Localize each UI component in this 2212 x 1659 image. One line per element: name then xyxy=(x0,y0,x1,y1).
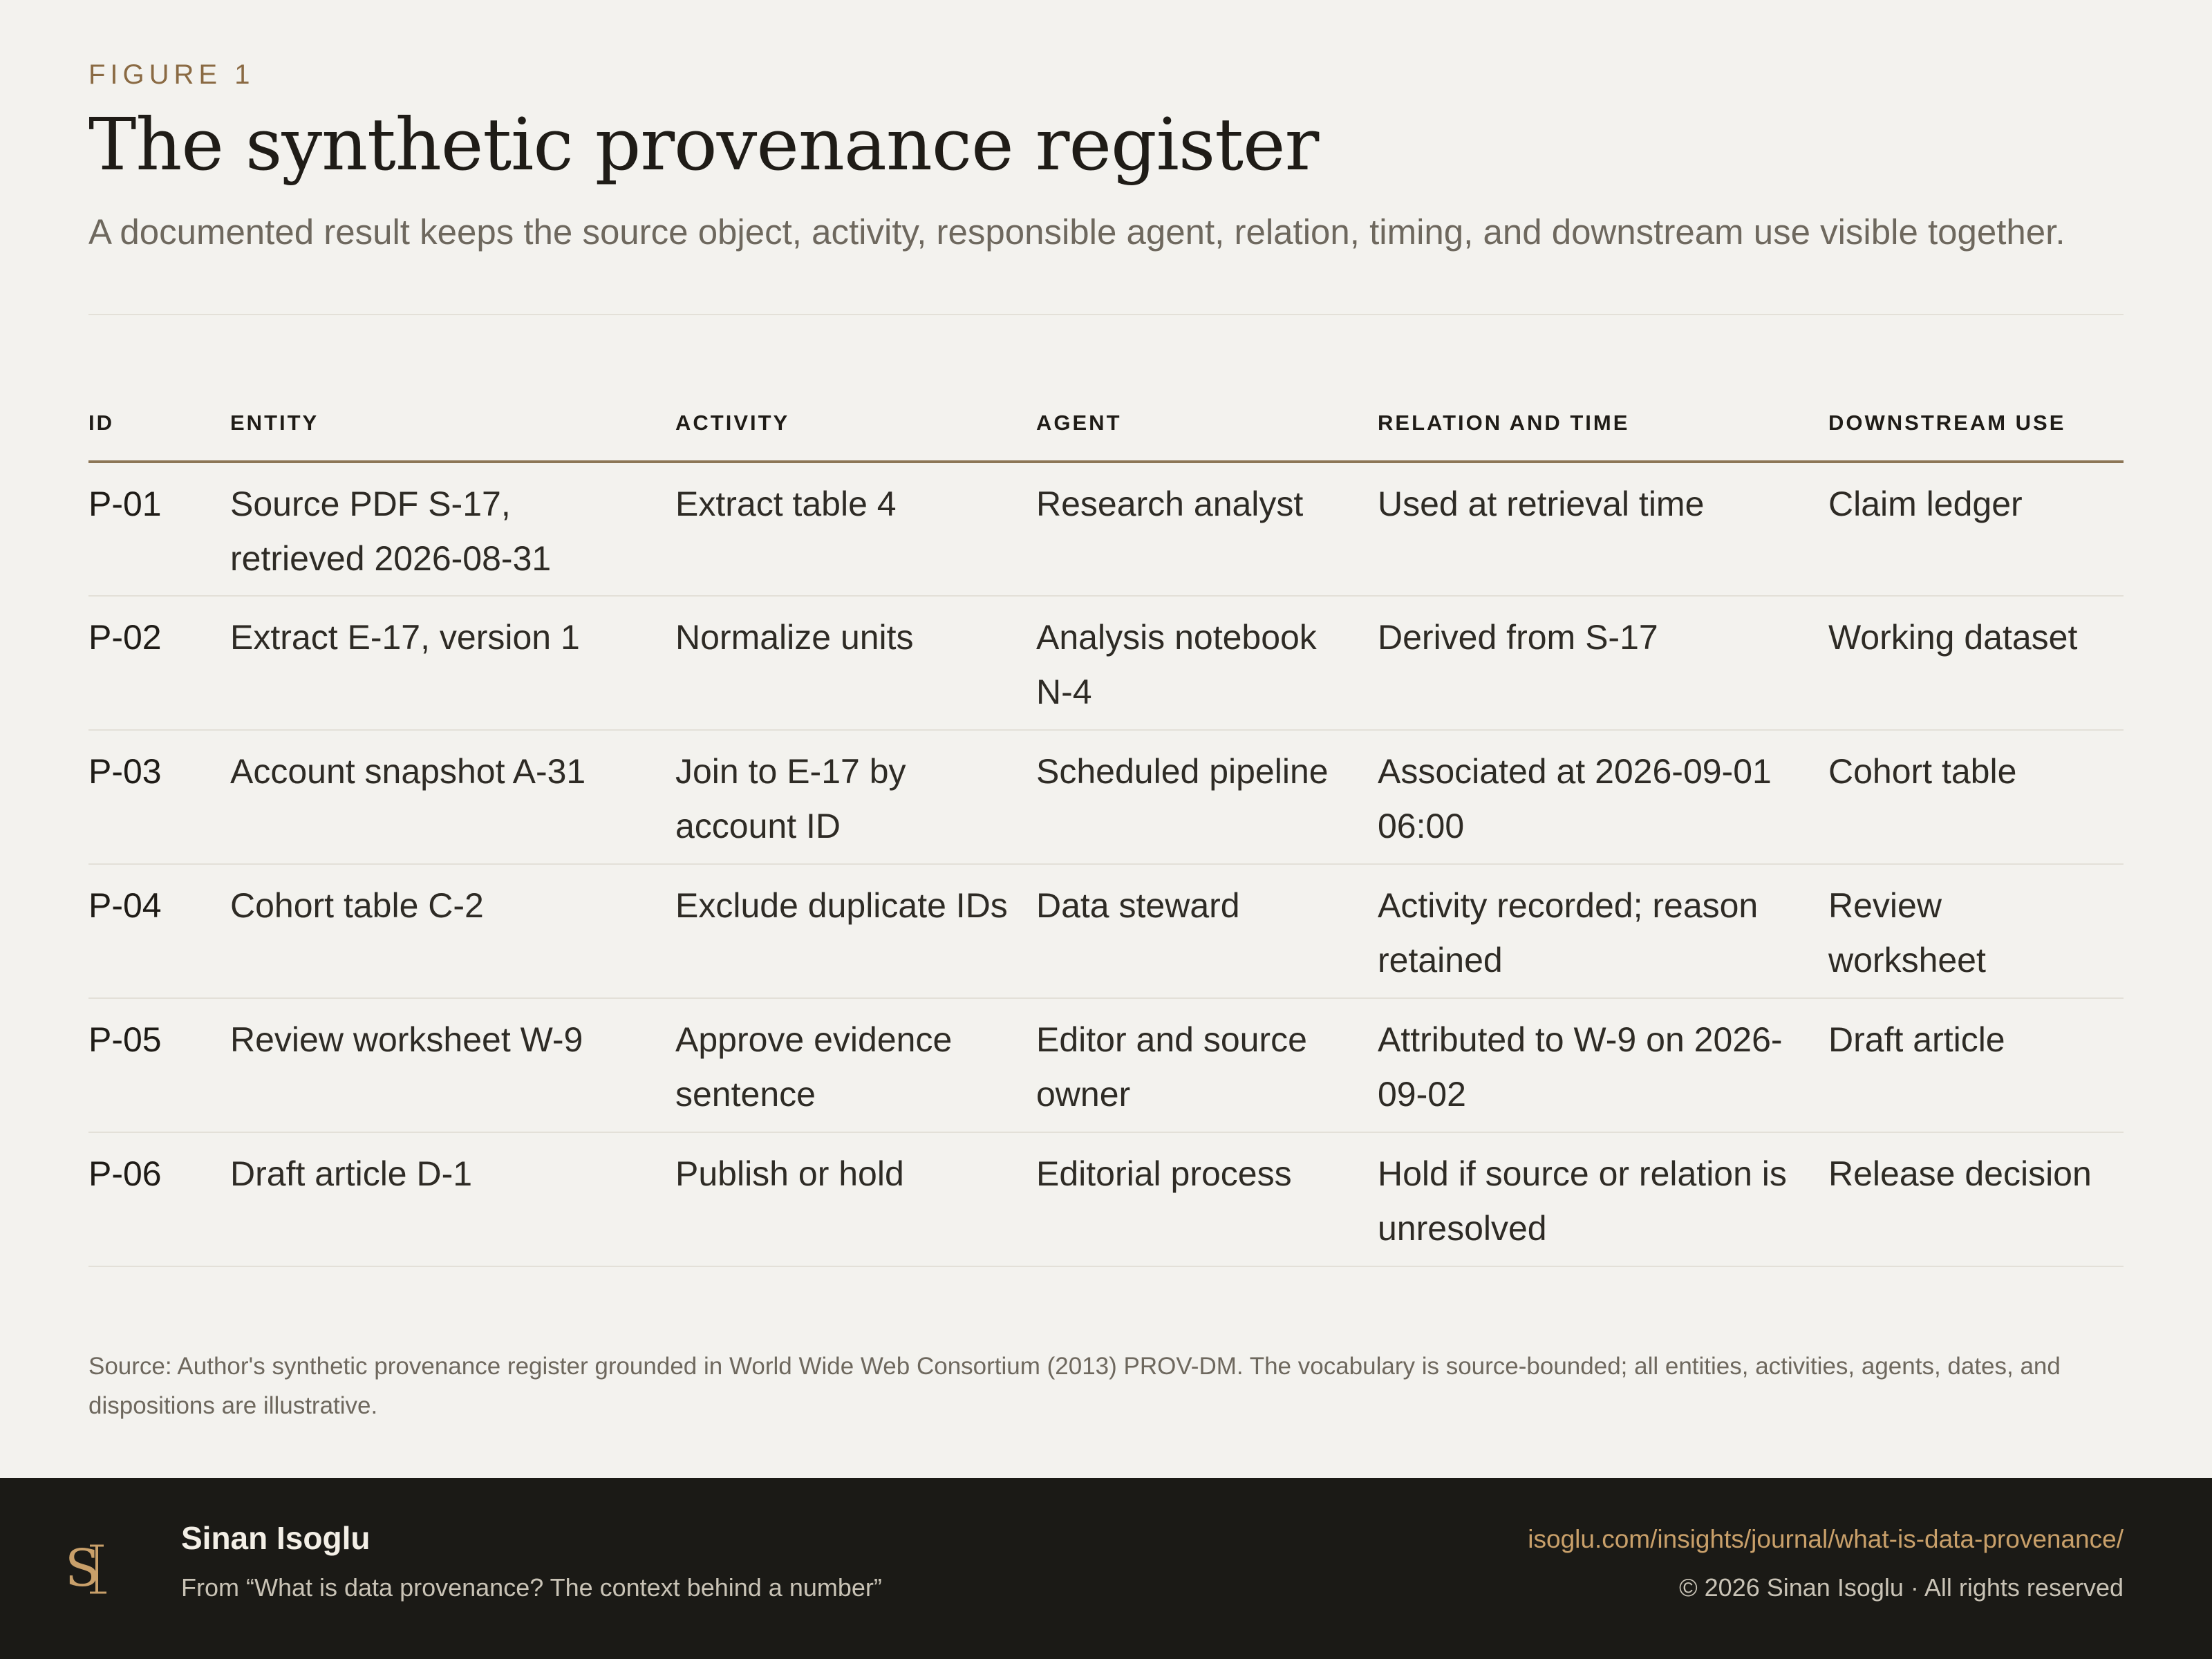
cell-entity: Draft article D-1 xyxy=(230,1132,675,1266)
cell-agent: Research analyst xyxy=(1036,462,1378,596)
cell-downstream: Working dataset xyxy=(1828,596,2124,730)
article-link[interactable]: isoglu.com/insights/journal/what-is-data-provenance/ xyxy=(1528,1525,2124,1553)
cell-downstream: Cohort table xyxy=(1828,730,2124,864)
cell-downstream: Review worksheet xyxy=(1828,864,2124,998)
page-title: The synthetic provenance register xyxy=(88,102,1319,187)
column-header-id: ID xyxy=(88,395,230,462)
cell-id: P-06 xyxy=(88,1132,230,1266)
page-footer xyxy=(0,1478,2212,1659)
cell-id: P-02 xyxy=(88,596,230,730)
cell-relation: Derived from S-17 xyxy=(1378,596,1828,730)
column-header-downstream: DOWNSTREAM USE xyxy=(1828,395,2124,462)
cell-downstream: Claim ledger xyxy=(1828,462,2124,596)
table-row xyxy=(88,730,2124,864)
copyright-notice: © 2026 Sinan Isoglu · All rights reserved xyxy=(1679,1573,2124,1602)
cell-activity: Approve evidence sentence xyxy=(675,998,1036,1132)
table-row xyxy=(88,462,2124,596)
cell-id: P-05 xyxy=(88,998,230,1132)
cell-relation: Activity recorded; reason retained xyxy=(1378,864,1828,998)
author-name: Sinan Isoglu xyxy=(181,1520,371,1556)
cell-agent: Data steward xyxy=(1036,864,1378,998)
provenance-table xyxy=(88,395,2124,1267)
cell-id: P-03 xyxy=(88,730,230,864)
table-row xyxy=(88,998,2124,1132)
table-row xyxy=(88,1132,2124,1266)
cell-agent: Scheduled pipeline xyxy=(1036,730,1378,864)
cell-activity: Normalize units xyxy=(675,596,1036,730)
article-reference: From “What is data provenance? The context behind a number” xyxy=(181,1573,882,1602)
cell-relation: Attributed to W-9 on 2026-09-02 xyxy=(1378,998,1828,1132)
cell-entity: Review worksheet W-9 xyxy=(230,998,675,1132)
figure-label: FIGURE 1 xyxy=(88,59,255,90)
cell-activity: Publish or hold xyxy=(675,1132,1036,1266)
cell-entity: Cohort table C-2 xyxy=(230,864,675,998)
table-row xyxy=(88,864,2124,998)
column-header-activity: ACTIVITY xyxy=(675,395,1036,462)
cell-activity: Extract table 4 xyxy=(675,462,1036,596)
cell-agent: Editorial process xyxy=(1036,1132,1378,1266)
cell-activity: Join to E-17 by account ID xyxy=(675,730,1036,864)
svg-text:S: S xyxy=(65,1539,100,1598)
cell-relation: Used at retrieval time xyxy=(1378,462,1828,596)
column-header-agent: AGENT xyxy=(1036,395,1378,462)
column-header-relation: RELATION AND TIME xyxy=(1378,395,1828,462)
cell-entity: Extract E-17, version 1 xyxy=(230,596,675,730)
cell-downstream: Draft article xyxy=(1828,998,2124,1132)
table-header-row xyxy=(88,395,2124,462)
cell-entity: Source PDF S-17, retrieved 2026-08-31 xyxy=(230,462,675,596)
page-subtitle: A documented result keeps the source object, activity, responsible agent, relation, timing, and downstream use visible together. xyxy=(88,212,2065,252)
cell-activity: Exclude duplicate IDs xyxy=(675,864,1036,998)
monogram-logo-icon xyxy=(64,1536,119,1602)
table-row xyxy=(88,596,2124,730)
cell-relation: Hold if source or relation is unresolved xyxy=(1378,1132,1828,1266)
cell-downstream: Release decision xyxy=(1828,1132,2124,1266)
cell-agent: Analysis notebook N-4 xyxy=(1036,596,1378,730)
cell-relation: Associated at 2026-09-01 06:00 xyxy=(1378,730,1828,864)
header-divider xyxy=(88,314,2124,315)
column-header-entity: ENTITY xyxy=(230,395,675,462)
source-note: Source: Author's synthetic provenance register grounded in World Wide Web Consortium (2013) PROV-DM. The vocabulary is source-bounded; all entities, activities, agents, dates, and dispositions are illustrative. xyxy=(88,1353,2061,1419)
cell-id: P-01 xyxy=(88,462,230,596)
cell-agent: Editor and source owner xyxy=(1036,998,1378,1132)
cell-id: P-04 xyxy=(88,864,230,998)
cell-entity: Account snapshot A-31 xyxy=(230,730,675,864)
